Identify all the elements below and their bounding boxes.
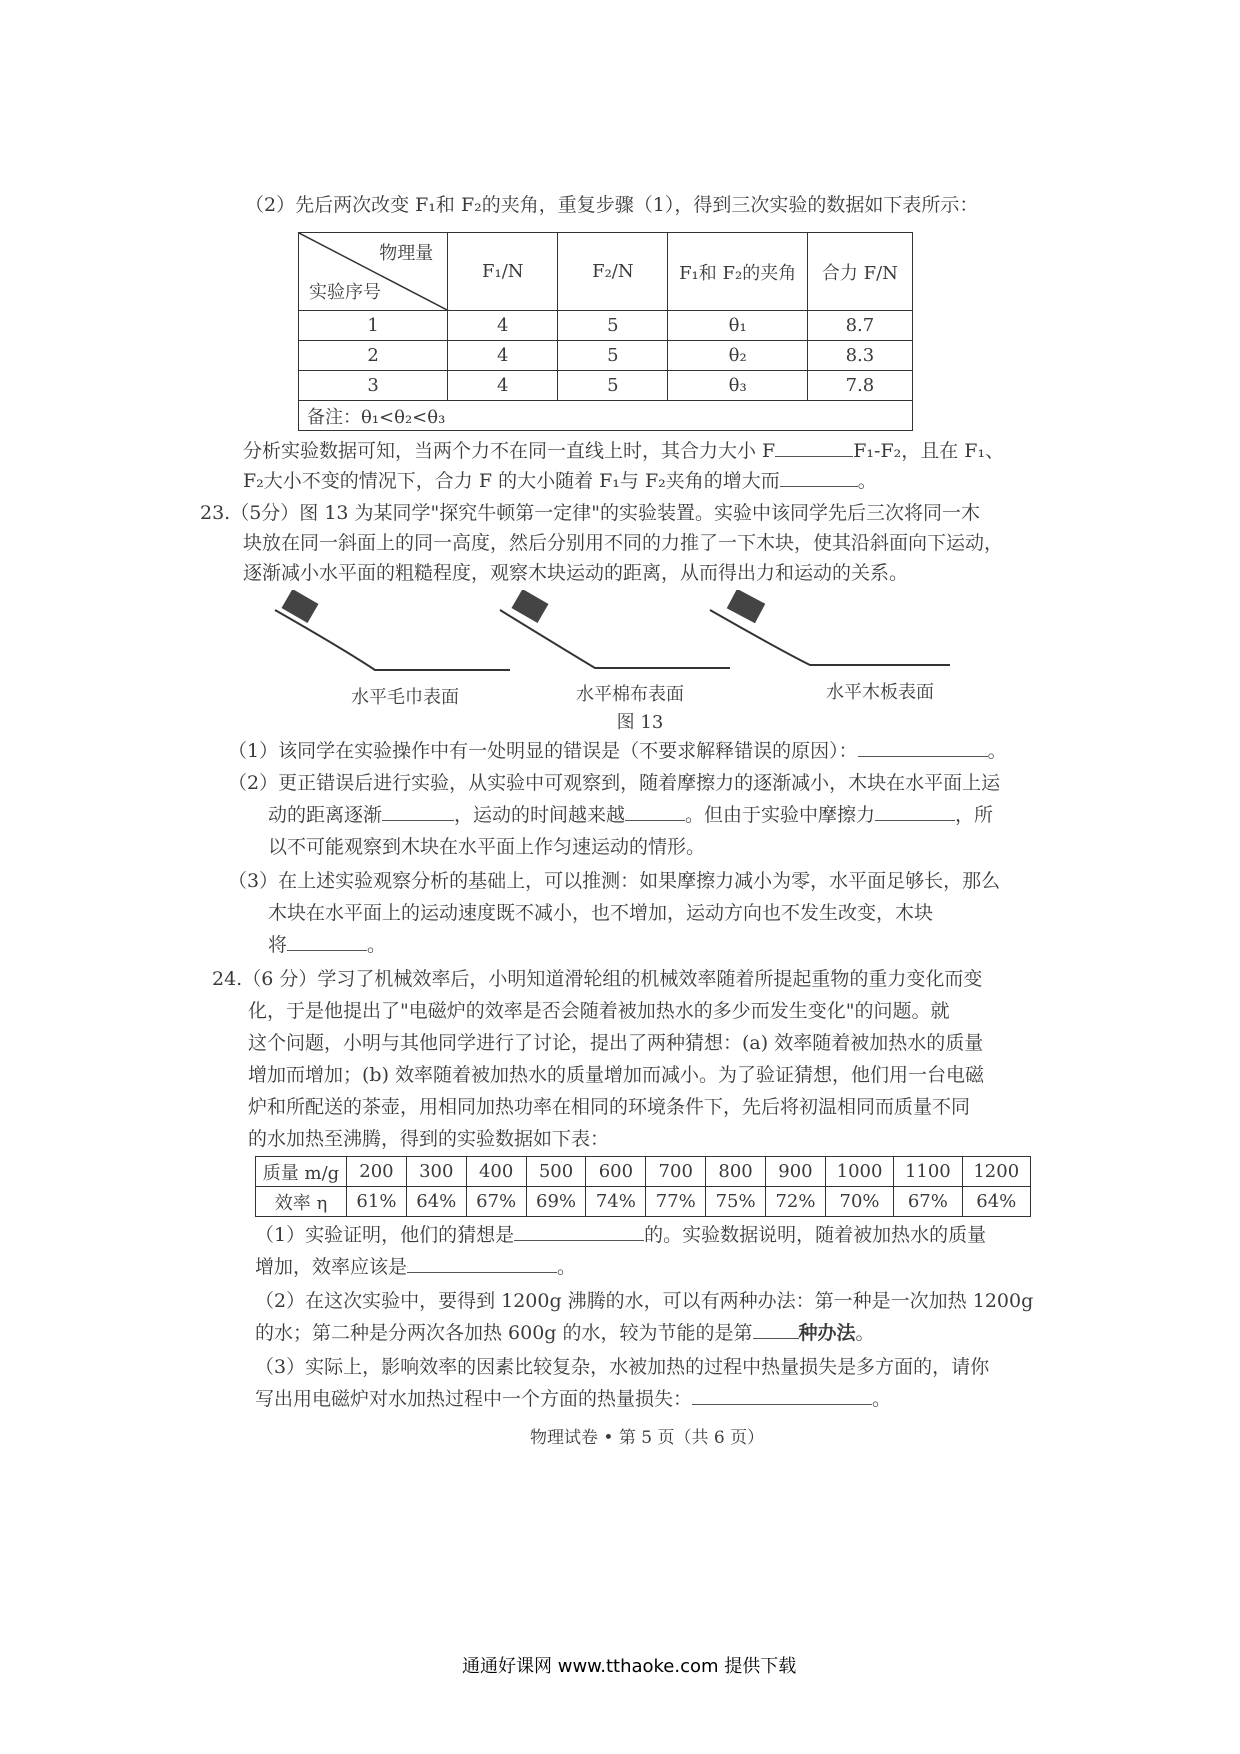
- efficiency-row: [256, 1187, 1031, 1217]
- analysis-text-1b: F₁-F₂，且在 F₁、: [853, 440, 1005, 462]
- efficiency-cell: 67%: [466, 1187, 526, 1217]
- header-f1: F₁/N: [448, 233, 558, 311]
- page-number-footer: 物理试卷 • 第 5 页（共 6 页）: [530, 1428, 765, 1448]
- q24-p1-text-a: （1）实验证明，他们的猜想是: [255, 1224, 515, 1246]
- efficiency-cell: 75%: [706, 1187, 766, 1217]
- surface-label-wood: 水平木板表面: [826, 682, 934, 703]
- q24-intro-line4: 增加而增加；(b) 效率随着被加热水的质量增加而减小。为了验证猜想，他们用一台电磁: [248, 1064, 985, 1086]
- q24-p1-text-c: 增加，效率应该是: [255, 1256, 408, 1278]
- mass-cell: 400: [466, 1157, 526, 1187]
- mass-label-cell: 质量 m/g: [256, 1157, 347, 1187]
- q22-analysis-line1: [243, 438, 1004, 464]
- analysis-text-2a: F₂大小不变的情况下，合力 F 的大小随着 F₁与 F₂夹角的增大而: [243, 470, 780, 492]
- answer-blank-method[interactable]: [753, 1320, 799, 1339]
- ramp-towel-diagram: [265, 590, 515, 680]
- figure-13-label: 图 13: [616, 712, 664, 733]
- mass-row: [256, 1157, 1031, 1187]
- answer-blank-time[interactable]: [625, 802, 685, 821]
- q24-p3-line2: [255, 1386, 891, 1412]
- efficiency-cell: 61%: [347, 1187, 407, 1217]
- q24-intro-line5: 炉和所配送的茶壶，用相同加热功率在相同的环境条件下，先后将初温相同而质量不同: [248, 1096, 971, 1118]
- mass-cell: 600: [586, 1157, 646, 1187]
- mass-cell: 900: [766, 1157, 826, 1187]
- efficiency-cell: 77%: [646, 1187, 706, 1217]
- ramp-wood-diagram: [705, 590, 955, 680]
- q23-intro-line3: 逐渐减小水平面的粗糙程度，观察木块运动的距离，从而得出力和运动的关系。: [243, 562, 909, 584]
- analysis-text-2b: 。: [857, 470, 877, 492]
- q23-p3-text-a: 将: [268, 934, 288, 956]
- q23-intro-line2: 块放在同一斜面上的同一高度，然后分别用不同的力推了一下木块，使其沿斜面向下运动，: [243, 532, 1004, 554]
- header-angle: F₁和 F₂的夹角: [668, 233, 807, 311]
- q24-p3-text-a: 写出用电磁炉对水加热过程中一个方面的热量损失：: [255, 1388, 693, 1410]
- row-3-f2: 5: [558, 371, 668, 401]
- answer-blank-efficiency-trend[interactable]: [407, 1254, 557, 1273]
- answer-blank-distance[interactable]: [382, 802, 454, 821]
- q23-p2-text-a: 动的距离逐渐: [268, 804, 383, 826]
- efficiency-cell: 67%: [894, 1187, 962, 1217]
- download-footer: 通通好课网 www.tthaoke.com 提供下载: [462, 1656, 797, 1677]
- q23-p2-text-b: ，运动的时间越来越: [454, 804, 626, 826]
- q23-p2-text-c: 。但由于实验中摩擦力: [685, 804, 876, 826]
- q23-p2-line2: [268, 802, 993, 828]
- q23-p1-text: （1）该同学在实验操作中有一处明显的错误是（不要求解释错误的原因）：: [228, 740, 858, 762]
- q24-p3-line1: （3）实际上，影响效率的因素比较复杂，水被加热的过程中热量损失是多方面的，请你: [255, 1356, 990, 1378]
- row-2-angle: θ₂: [668, 341, 807, 371]
- ramp-cotton-diagram: [495, 590, 735, 680]
- table-row: [299, 341, 913, 371]
- row-1-angle: θ₁: [668, 311, 807, 341]
- q23-p1: [228, 738, 1007, 764]
- row-2-f2: 5: [558, 341, 668, 371]
- surface-label-cotton: 水平棉布表面: [576, 684, 684, 705]
- q24-p2-text-b: 种办法: [798, 1322, 856, 1344]
- row-1-f1: 4: [448, 311, 558, 341]
- q23-p1-end: 。: [987, 740, 1007, 762]
- header-f2: F₂/N: [558, 233, 668, 311]
- answer-blank-heat-loss[interactable]: [692, 1386, 872, 1405]
- efficiency-cell: 74%: [586, 1187, 646, 1217]
- q23-p2-line3: 以不可能观察到木块在水平面上作匀速运动的情形。: [268, 836, 706, 858]
- q24-p1-text-d: 。: [557, 1256, 577, 1278]
- efficiency-cell: 69%: [526, 1187, 586, 1217]
- row-2-resultant: 8.3: [807, 341, 912, 371]
- q24-p2-text-c: 。: [855, 1322, 875, 1344]
- q23-p3-line3: [268, 932, 386, 958]
- q24-efficiency-table: [255, 1156, 1031, 1217]
- q24-p1-line1: [255, 1222, 986, 1248]
- q24-p1-text-b: 的。实验数据说明，随着被加热水的质量: [644, 1224, 987, 1246]
- mass-cell: 1100: [894, 1157, 962, 1187]
- answer-blank-friction[interactable]: [875, 802, 955, 821]
- efficiency-cell: 64%: [406, 1187, 466, 1217]
- row-1-f2: 5: [558, 311, 668, 341]
- corner-top-label: 物理量: [379, 243, 434, 264]
- q23-p2-line1: （2）更正错误后进行实验，从实验中可观察到，随着摩擦力的逐渐减小，木块在水平面上运: [228, 772, 1001, 794]
- answer-blank-resultant[interactable]: [775, 438, 853, 457]
- mass-cell: 500: [526, 1157, 586, 1187]
- row-1-index: 1: [299, 311, 448, 341]
- q23-intro-line1: 23.（5分）图 13 为某同学"探究牛顿第一定律"的实验装置。实验中该同学先后三次将同一木: [200, 502, 981, 524]
- efficiency-cell: 70%: [825, 1187, 893, 1217]
- q22-analysis-line2: [243, 468, 877, 494]
- answer-blank-motion[interactable]: [287, 932, 367, 951]
- row-3-resultant: 7.8: [807, 371, 912, 401]
- q24-p2-line1: （2）在这次实验中，要得到 1200g 沸腾的水，可以有两种办法：第一种是一次加热 1200g: [255, 1290, 1034, 1312]
- q24-intro-line2: 化，于是他提出了"电磁炉的效率是否会随着被加热水的多少而发生变化"的问题。就: [248, 1000, 950, 1022]
- header-resultant: 合力 F/N: [807, 233, 912, 311]
- q22-part2-intro: （2）先后两次改变 F₁和 F₂的夹角，重复步骤（1），得到三次实验的数据如下表所示：: [245, 194, 979, 216]
- q22-data-table: [298, 232, 913, 431]
- efficiency-cell: 64%: [962, 1187, 1030, 1217]
- mass-cell: 800: [706, 1157, 766, 1187]
- q24-p1-line2: [255, 1254, 576, 1280]
- q23-p3-line2: 木块在水平面上的运动速度既不减小，也不增加，运动方向也不发生改变，木块: [268, 902, 934, 924]
- analysis-text-1a: 分析实验数据可知，当两个力不在同一直线上时，其合力大小 F: [243, 440, 776, 462]
- row-3-f1: 4: [448, 371, 558, 401]
- mass-cell: 1000: [825, 1157, 893, 1187]
- q23-p3-text-b: 。: [367, 934, 387, 956]
- table-row: [299, 371, 913, 401]
- mass-cell: 300: [406, 1157, 466, 1187]
- answer-blank-guess[interactable]: [514, 1222, 644, 1241]
- mass-cell: 1200: [962, 1157, 1030, 1187]
- table-row: [299, 311, 913, 341]
- q24-p2-line2: [255, 1320, 875, 1346]
- q24-intro-line3: 这个问题，小明与其他同学进行了讨论，提出了两种猜想：(a) 效率随着被加热水的质量: [248, 1032, 984, 1054]
- efficiency-cell: 72%: [766, 1187, 826, 1217]
- row-2-index: 2: [299, 341, 448, 371]
- row-3-angle: θ₃: [668, 371, 807, 401]
- mass-cell: 700: [646, 1157, 706, 1187]
- q24-p3-text-b: 。: [872, 1388, 892, 1410]
- q24-p2-text-a: 的水；第二种是分两次各加热 600g 的水，较为节能的是第: [255, 1322, 753, 1344]
- row-2-f1: 4: [448, 341, 558, 371]
- row-3-index: 3: [299, 371, 448, 401]
- row-1-resultant: 8.7: [807, 311, 912, 341]
- q24-intro-line1: 24.（6 分）学习了机械效率后，小明知道滑轮组的机械效率随着所提起重物的重力变化而变: [212, 968, 983, 990]
- q23-p3-line1: （3）在上述实验观察分析的基础上，可以推测：如果摩擦力减小为零，水平面足够长，那么: [228, 870, 1001, 892]
- q23-p2-text-d: ，所: [955, 804, 994, 826]
- table-note: 备注：θ₁<θ₂<θ₃: [299, 401, 913, 431]
- table-corner-cell: [299, 233, 448, 311]
- q24-intro-line6: 的水加热至沸腾，得到的实验数据如下表：: [248, 1128, 610, 1150]
- corner-bottom-label: 实验序号: [309, 282, 381, 303]
- surface-label-towel: 水平毛巾表面: [351, 687, 459, 708]
- answer-blank-error[interactable]: [858, 738, 988, 757]
- mass-cell: 200: [347, 1157, 407, 1187]
- efficiency-label-cell: 效率 η: [256, 1187, 347, 1217]
- answer-blank-angle-trend[interactable]: [780, 468, 858, 487]
